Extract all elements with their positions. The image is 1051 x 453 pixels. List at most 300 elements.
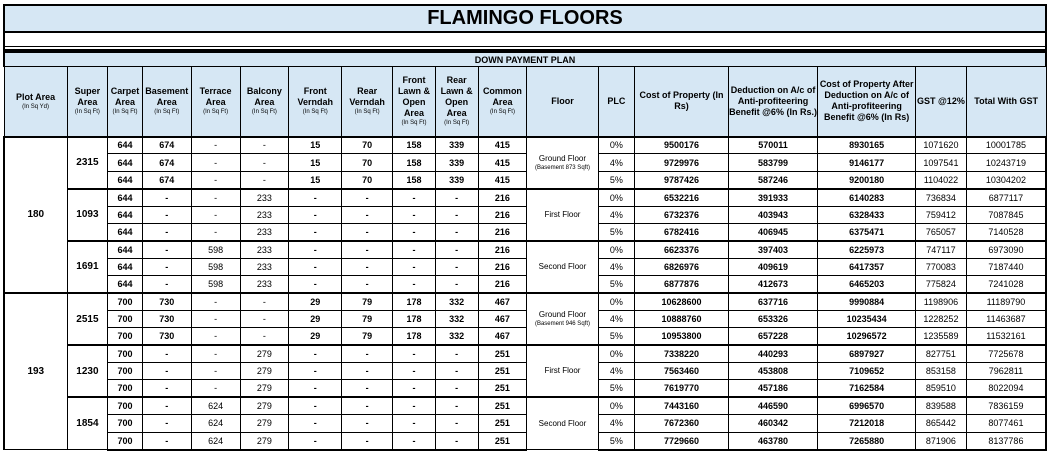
column-header	[142, 67, 191, 137]
plc-cell: 0%	[598, 293, 635, 310]
common-cell: 415	[478, 137, 527, 154]
gst-cell: 765057	[916, 223, 967, 240]
floor-cell	[527, 293, 598, 345]
plc-cell: 0%	[598, 189, 635, 206]
balcony-cell: 279	[240, 363, 289, 380]
terrace-cell: -	[191, 345, 240, 362]
super-area-cell: 2315	[67, 137, 108, 189]
table-row	[4, 310, 1046, 327]
deduction-cell: 460342	[728, 415, 818, 432]
cost-cell: 7672360	[635, 415, 729, 432]
column-header	[435, 67, 478, 137]
cost-cell: 7443160	[635, 397, 729, 414]
column-header	[728, 67, 818, 137]
carpet-cell: 700	[108, 310, 143, 327]
deduction-cell: 446590	[728, 397, 818, 414]
terrace-cell: -	[191, 189, 240, 206]
rear-lawn-cell: 332	[435, 328, 478, 345]
floor-cell	[527, 241, 598, 293]
rear-verandah-cell: 70	[342, 171, 393, 188]
common-cell: 251	[478, 397, 527, 414]
column-header-label: Cost of Property After Deduction on A/c of Anti-profiteering Benefit @6% (In Rs)	[819, 79, 914, 123]
common-cell: 467	[478, 310, 527, 327]
terrace-cell: 598	[191, 276, 240, 293]
common-cell: 251	[478, 432, 527, 449]
column-header	[818, 67, 916, 137]
rear-verandah-cell: 70	[342, 137, 393, 154]
cost-cell: 6732376	[635, 206, 729, 223]
gst-cell: 1104022	[916, 171, 967, 188]
common-cell: 251	[478, 380, 527, 397]
plc-cell: 5%	[598, 380, 635, 397]
deduction-cell: 457186	[728, 380, 818, 397]
table-body	[4, 137, 1046, 450]
gst-cell: 853158	[916, 363, 967, 380]
plc-cell: 4%	[598, 206, 635, 223]
floor-note: (Basement 946 Sqft)	[534, 321, 590, 328]
carpet-cell: 700	[108, 345, 143, 362]
front-verandah-cell: -	[289, 432, 342, 449]
front-lawn-cell: -	[393, 223, 436, 240]
column-header	[108, 67, 143, 137]
column-header	[527, 67, 598, 137]
floor-cell	[527, 397, 598, 449]
carpet-cell: 644	[108, 206, 143, 223]
column-header-unit: (In Sq Yd)	[22, 103, 49, 110]
terrace-cell: -	[191, 206, 240, 223]
column-header-label: Deduction on A/c of Anti-profiteering Benefit @6% (In Rs.)	[729, 84, 817, 117]
front-lawn-cell: -	[393, 432, 436, 449]
deduction-cell: 412673	[728, 276, 818, 293]
column-header-label: Balcony Area	[246, 86, 282, 108]
balcony-cell: 233	[240, 206, 289, 223]
after-cell: 6417357	[818, 258, 916, 275]
plc-cell: 5%	[598, 223, 635, 240]
plc-cell: 4%	[598, 310, 635, 327]
cost-cell: 9729976	[635, 154, 729, 171]
cost-cell: 10628600	[635, 293, 729, 310]
front-lawn-cell: 158	[393, 171, 436, 188]
deduction-cell: 587246	[728, 171, 818, 188]
terrace-cell: 598	[191, 241, 240, 258]
after-cell: 7265880	[818, 432, 916, 449]
carpet-cell: 644	[108, 258, 143, 275]
gst-cell: 839588	[916, 397, 967, 414]
deduction-cell: 391933	[728, 189, 818, 206]
column-header	[67, 67, 108, 137]
rear-verandah-cell: 79	[342, 328, 393, 345]
basement-cell: -	[142, 276, 191, 293]
table-row	[4, 380, 1046, 397]
column-header-unit: (In Sq Ft)	[401, 120, 427, 127]
spacer	[3, 33, 1047, 47]
cost-cell: 6826976	[635, 258, 729, 275]
total-cell: 7836159	[966, 397, 1046, 414]
terrace-cell: -	[191, 154, 240, 171]
deduction-cell: 397403	[728, 241, 818, 258]
basement-cell: -	[142, 345, 191, 362]
front-lawn-cell: 158	[393, 154, 436, 171]
terrace-cell: 624	[191, 432, 240, 449]
total-cell: 11189790	[966, 293, 1046, 310]
super-area-cell: 1093	[67, 189, 108, 241]
column-header-unit: (In Sq Ft)	[251, 109, 277, 116]
gst-cell: 1198906	[916, 293, 967, 310]
cost-cell: 9787426	[635, 171, 729, 188]
table-row	[4, 171, 1046, 188]
front-lawn-cell: -	[393, 397, 436, 414]
total-cell: 8137786	[966, 432, 1046, 449]
plan-title: DOWN PAYMENT PLAN	[4, 53, 1046, 67]
common-cell: 415	[478, 171, 527, 188]
terrace-cell: 598	[191, 258, 240, 275]
cost-cell: 6623376	[635, 241, 729, 258]
gst-cell: 736834	[916, 189, 967, 206]
balcony-cell: 279	[240, 397, 289, 414]
column-header-label: Front Verndah	[297, 86, 334, 108]
after-cell: 10296572	[818, 328, 916, 345]
terrace-cell: -	[191, 171, 240, 188]
basement-cell: -	[142, 223, 191, 240]
carpet-cell: 644	[108, 241, 143, 258]
total-cell: 11532161	[966, 328, 1046, 345]
basement-cell: 730	[142, 293, 191, 310]
deduction-cell: 403943	[728, 206, 818, 223]
after-cell: 6375471	[818, 223, 916, 240]
balcony-cell: -	[240, 293, 289, 310]
deduction-cell: 583799	[728, 154, 818, 171]
front-lawn-cell: -	[393, 189, 436, 206]
carpet-cell: 644	[108, 137, 143, 154]
table-row	[4, 258, 1046, 275]
basement-cell: -	[142, 258, 191, 275]
basement-cell: 674	[142, 154, 191, 171]
common-cell: 467	[478, 328, 527, 345]
basement-cell: -	[142, 415, 191, 432]
rear-lawn-cell: -	[435, 432, 478, 449]
balcony-cell: 233	[240, 276, 289, 293]
after-cell: 6140283	[818, 189, 916, 206]
plc-cell: 5%	[598, 276, 635, 293]
rear-lawn-cell: 339	[435, 137, 478, 154]
gst-cell: 759412	[916, 206, 967, 223]
floor-cell	[527, 137, 598, 189]
rear-lawn-cell: 339	[435, 154, 478, 171]
front-verandah-cell: 15	[289, 171, 342, 188]
floor-label: Ground Floor	[538, 153, 587, 163]
column-header-label: Cost of Property (In Rs)	[639, 90, 724, 112]
column-header	[966, 67, 1046, 137]
column-header-label: Super Area	[74, 86, 101, 108]
super-area-cell: 1230	[67, 345, 108, 397]
column-header-label: Terrace Area	[199, 86, 232, 108]
rear-verandah-cell: -	[342, 241, 393, 258]
terrace-cell: -	[191, 363, 240, 380]
column-header-label: Common Area	[482, 86, 522, 108]
terrace-cell: -	[191, 380, 240, 397]
basement-cell: -	[142, 397, 191, 414]
common-cell: 251	[478, 345, 527, 362]
total-cell: 7962811	[966, 363, 1046, 380]
column-header	[916, 67, 967, 137]
common-cell: 216	[478, 276, 527, 293]
deduction-cell: 440293	[728, 345, 818, 362]
basement-cell: 674	[142, 137, 191, 154]
plc-cell: 4%	[598, 258, 635, 275]
front-verandah-cell: -	[289, 241, 342, 258]
plc-cell: 5%	[598, 171, 635, 188]
common-cell: 216	[478, 223, 527, 240]
front-verandah-cell: 15	[289, 137, 342, 154]
front-verandah-cell: -	[289, 415, 342, 432]
cost-cell: 7619770	[635, 380, 729, 397]
balcony-cell: -	[240, 328, 289, 345]
carpet-cell: 700	[108, 432, 143, 449]
balcony-cell: -	[240, 154, 289, 171]
total-cell: 8077461	[966, 415, 1046, 432]
column-header-unit: (In Sq Ft)	[354, 109, 380, 116]
after-cell: 10235434	[818, 310, 916, 327]
table-row	[4, 363, 1046, 380]
plc-cell: 0%	[598, 345, 635, 362]
column-header	[393, 67, 436, 137]
rear-lawn-cell: -	[435, 258, 478, 275]
after-cell: 7162584	[818, 380, 916, 397]
front-verandah-cell: 29	[289, 310, 342, 327]
rear-verandah-cell: 79	[342, 310, 393, 327]
carpet-cell: 644	[108, 154, 143, 171]
front-verandah-cell: -	[289, 276, 342, 293]
column-header-unit: (In Sq Ft)	[203, 109, 229, 116]
column-header	[289, 67, 342, 137]
cost-cell: 10888760	[635, 310, 729, 327]
front-verandah-cell: -	[289, 380, 342, 397]
column-header-label: Rear Verndah	[349, 86, 385, 108]
table-row	[4, 206, 1046, 223]
deduction-cell: 406945	[728, 223, 818, 240]
column-header	[635, 67, 729, 137]
front-lawn-cell: -	[393, 258, 436, 275]
front-lawn-cell: 158	[393, 137, 436, 154]
balcony-cell: 233	[240, 189, 289, 206]
table-row	[4, 345, 1046, 362]
gst-cell: 871906	[916, 432, 967, 449]
front-lawn-cell: -	[393, 241, 436, 258]
common-cell: 216	[478, 189, 527, 206]
gst-cell: 770083	[916, 258, 967, 275]
carpet-cell: 644	[108, 276, 143, 293]
after-cell: 6897927	[818, 345, 916, 362]
table-row	[4, 397, 1046, 414]
after-cell: 7109652	[818, 363, 916, 380]
rear-verandah-cell: 70	[342, 154, 393, 171]
plc-cell: 5%	[598, 328, 635, 345]
common-cell: 216	[478, 241, 527, 258]
column-header	[598, 67, 635, 137]
rear-lawn-cell: -	[435, 363, 478, 380]
cost-cell: 9500176	[635, 137, 729, 154]
front-lawn-cell: 178	[393, 328, 436, 345]
total-cell: 7140528	[966, 223, 1046, 240]
cost-cell: 6877876	[635, 276, 729, 293]
basement-cell: -	[142, 189, 191, 206]
rear-lawn-cell: -	[435, 223, 478, 240]
table-row	[4, 189, 1046, 206]
balcony-cell: 233	[240, 223, 289, 240]
cost-cell: 6782416	[635, 223, 729, 240]
terrace-cell: -	[191, 310, 240, 327]
front-lawn-cell: 178	[393, 310, 436, 327]
floor-cell	[527, 345, 598, 397]
table-row	[4, 276, 1046, 293]
rear-verandah-cell: -	[342, 363, 393, 380]
plc-cell: 0%	[598, 137, 635, 154]
after-cell: 9200180	[818, 171, 916, 188]
column-header-unit: (In Sq Ft)	[112, 109, 138, 116]
rear-verandah-cell: 79	[342, 293, 393, 310]
gst-cell: 1228252	[916, 310, 967, 327]
plc-cell: 4%	[598, 154, 635, 171]
carpet-cell: 700	[108, 397, 143, 414]
terrace-cell: -	[191, 293, 240, 310]
gst-cell: 827751	[916, 345, 967, 362]
front-verandah-cell: -	[289, 223, 342, 240]
super-area-cell: 2515	[67, 293, 108, 345]
plc-cell: 0%	[598, 397, 635, 414]
rear-lawn-cell: 332	[435, 293, 478, 310]
basement-cell: 730	[142, 310, 191, 327]
column-header-label: Total With GST	[974, 95, 1039, 106]
deduction-cell: 653326	[728, 310, 818, 327]
total-cell: 10001785	[966, 137, 1046, 154]
column-header-unit: (In Sq Ft)	[489, 109, 515, 116]
front-verandah-cell: -	[289, 189, 342, 206]
total-cell: 10304202	[966, 171, 1046, 188]
front-verandah-cell: -	[289, 345, 342, 362]
column-header-label: Carpet Area	[110, 86, 140, 108]
floor-label: Second Floor	[538, 418, 587, 428]
after-cell: 6328433	[818, 206, 916, 223]
rear-lawn-cell: 332	[435, 310, 478, 327]
floor-label: Ground Floor	[538, 310, 587, 320]
total-cell: 7725678	[966, 345, 1046, 362]
rear-verandah-cell: -	[342, 345, 393, 362]
floor-note: (Basement 873 Sqft)	[534, 164, 590, 171]
after-cell: 9146177	[818, 154, 916, 171]
table-row	[4, 293, 1046, 310]
deduction-cell: 463780	[728, 432, 818, 449]
basement-cell: 730	[142, 328, 191, 345]
gst-cell: 859510	[916, 380, 967, 397]
balcony-cell: 279	[240, 432, 289, 449]
balcony-cell: 279	[240, 415, 289, 432]
rear-lawn-cell: -	[435, 397, 478, 414]
floor-label: First Floor	[544, 366, 581, 376]
balcony-cell: 233	[240, 258, 289, 275]
front-verandah-cell: -	[289, 258, 342, 275]
rear-lawn-cell: -	[435, 241, 478, 258]
rear-verandah-cell: -	[342, 432, 393, 449]
after-cell: 7212018	[818, 415, 916, 432]
column-header-unit: (In Sq Ft)	[74, 109, 100, 116]
terrace-cell: -	[191, 137, 240, 154]
super-area-cell: 1691	[67, 241, 108, 293]
front-lawn-cell: -	[393, 380, 436, 397]
column-header-label: Basement Area	[145, 86, 189, 108]
plc-cell: 5%	[598, 432, 635, 449]
carpet-cell: 700	[108, 415, 143, 432]
gst-cell: 865442	[916, 415, 967, 432]
basement-cell: -	[142, 363, 191, 380]
total-cell: 6973090	[966, 241, 1046, 258]
rear-lawn-cell: -	[435, 380, 478, 397]
common-cell: 216	[478, 258, 527, 275]
rear-verandah-cell: -	[342, 189, 393, 206]
terrace-cell: -	[191, 328, 240, 345]
deduction-cell: 657228	[728, 328, 818, 345]
front-lawn-cell: 178	[393, 293, 436, 310]
table-row	[4, 432, 1046, 449]
table-row	[4, 137, 1046, 154]
column-header	[240, 67, 289, 137]
deduction-cell: 570011	[728, 137, 818, 154]
terrace-cell: 624	[191, 397, 240, 414]
front-lawn-cell: -	[393, 345, 436, 362]
carpet-cell: 700	[108, 380, 143, 397]
common-cell: 415	[478, 154, 527, 171]
carpet-cell: 644	[108, 171, 143, 188]
after-cell: 6225973	[818, 241, 916, 258]
column-header-unit: (In Sq Ft)	[444, 120, 470, 127]
rear-verandah-cell: -	[342, 258, 393, 275]
cost-cell: 6532216	[635, 189, 729, 206]
front-verandah-cell: 15	[289, 154, 342, 171]
rear-verandah-cell: -	[342, 223, 393, 240]
table-row	[4, 154, 1046, 171]
front-verandah-cell: -	[289, 206, 342, 223]
cost-cell: 7729660	[635, 432, 729, 449]
column-header-unit: (In Sq Ft)	[154, 109, 180, 116]
cost-cell: 7563460	[635, 363, 729, 380]
gst-cell: 1071620	[916, 137, 967, 154]
rear-lawn-cell: 339	[435, 171, 478, 188]
after-cell: 9990884	[818, 293, 916, 310]
gst-cell: 775824	[916, 276, 967, 293]
plot-area-cell: 193	[4, 293, 67, 450]
table-row	[4, 328, 1046, 345]
gst-cell: 1235589	[916, 328, 967, 345]
rear-lawn-cell: -	[435, 345, 478, 362]
basement-cell: 674	[142, 171, 191, 188]
balcony-cell: 279	[240, 380, 289, 397]
floor-cell	[527, 189, 598, 241]
balcony-cell: 233	[240, 241, 289, 258]
total-cell: 6877117	[966, 189, 1046, 206]
deduction-cell: 637716	[728, 293, 818, 310]
super-area-cell: 1854	[67, 397, 108, 449]
carpet-cell: 700	[108, 328, 143, 345]
basement-cell: -	[142, 380, 191, 397]
total-cell: 10243719	[966, 154, 1046, 171]
rear-lawn-cell: -	[435, 415, 478, 432]
rear-verandah-cell: -	[342, 276, 393, 293]
header-row	[4, 67, 1046, 137]
column-header-label: Front Lawn & Open Area	[397, 75, 430, 119]
cost-cell: 10953800	[635, 328, 729, 345]
table-row	[4, 415, 1046, 432]
floor-label: First Floor	[544, 209, 581, 219]
column-header	[342, 67, 393, 137]
